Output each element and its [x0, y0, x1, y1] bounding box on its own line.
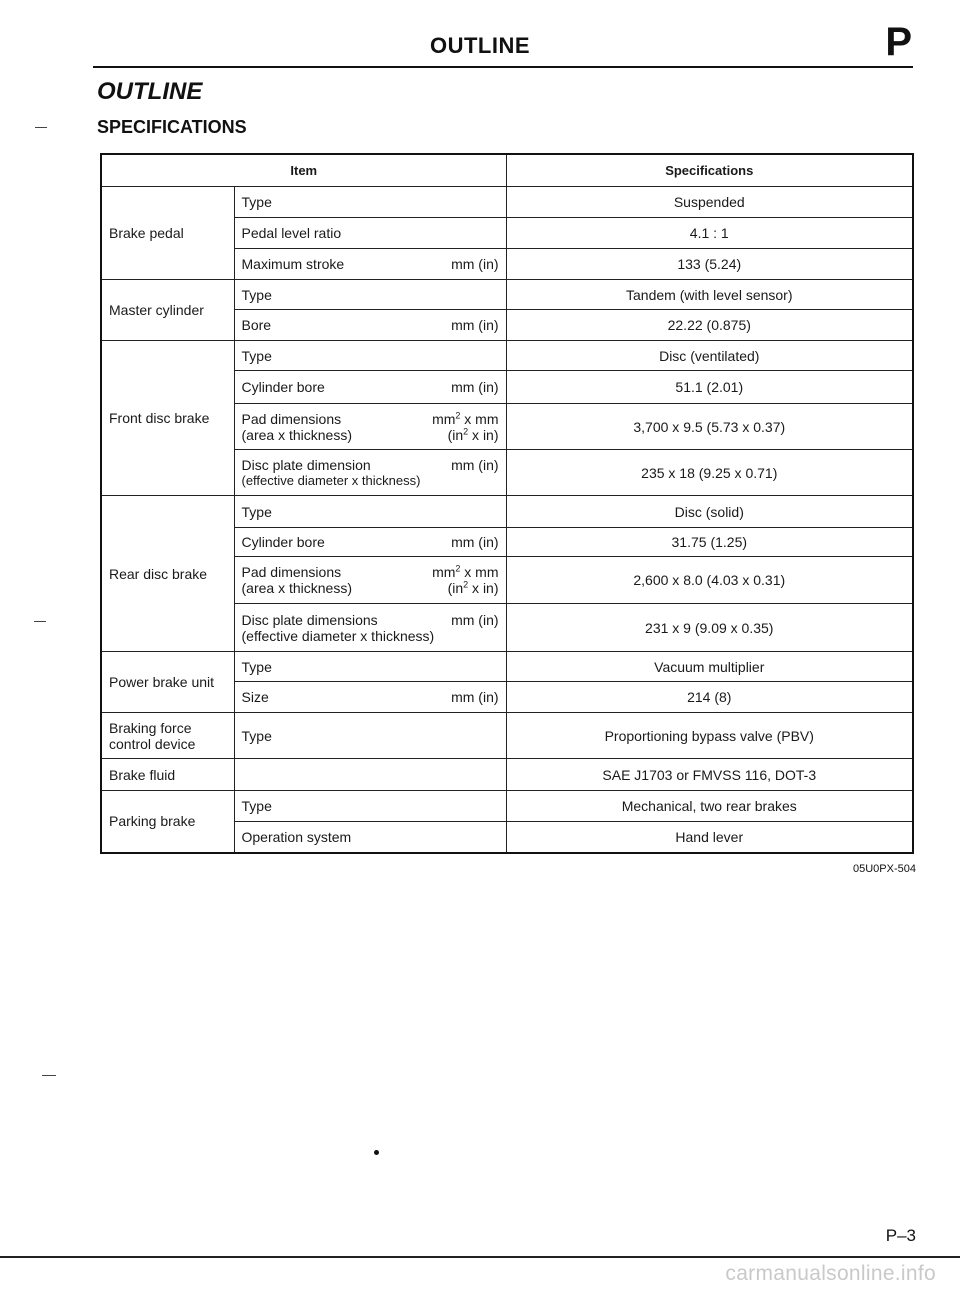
item-label: Cylinder bore [241, 534, 325, 550]
spec-value: 2,600 x 8.0 (4.03 x 0.31) [506, 557, 913, 604]
item-label: Pedal level ratio [241, 225, 342, 241]
item-cell [234, 187, 506, 218]
item-label: Type [241, 798, 272, 814]
table-row [101, 713, 913, 759]
item-cell [234, 682, 506, 713]
column-header-item: Item [101, 154, 506, 187]
item-unit: mm (in) [451, 456, 499, 473]
superscript: 2 [463, 425, 469, 436]
item-cell [234, 528, 506, 557]
item-sublabel: (area x thickness) [241, 580, 352, 596]
item-cell [234, 604, 506, 652]
section-letter: P [885, 20, 912, 64]
item-cell [234, 218, 506, 249]
item-unit: mm (in) [451, 379, 499, 395]
spec-value: 22.22 (0.875) [506, 310, 913, 341]
watermark-text: carmanualsonline.info [725, 1262, 936, 1285]
spec-value: 231 x 9 (9.09 x 0.35) [506, 604, 913, 652]
item-cell [234, 310, 506, 341]
running-header-title: OUTLINE [429, 33, 531, 58]
spec-value: Suspended [506, 187, 913, 218]
spec-value: 31.75 (1.25) [506, 528, 913, 557]
spec-value: Proportioning bypass valve (PBV) [506, 713, 913, 759]
superscript: 2 [463, 579, 469, 590]
item-unit: mm (in) [451, 534, 499, 550]
group-label: Power brake unit [101, 652, 234, 713]
item-label: Type [241, 347, 272, 364]
margin-mark [42, 1075, 56, 1076]
superscript: 2 [455, 563, 461, 574]
table-row [101, 759, 913, 791]
item-unit: mm (in) [451, 256, 499, 272]
item-unit: mm (in) [451, 611, 499, 628]
margin-mark [34, 621, 46, 622]
item-unit: $mm^2$ x mm [432, 409, 499, 427]
item-label: Cylinder bore [241, 379, 325, 395]
item-cell [234, 652, 506, 682]
item-cell [234, 557, 506, 604]
item-unit: mm (in) [451, 689, 499, 705]
table-row [101, 280, 913, 310]
group-label: Braking force control device [101, 713, 234, 759]
item-cell [234, 249, 506, 280]
item-sublabel: (area x thickness) [241, 426, 352, 443]
item-label: Type [241, 503, 272, 520]
spec-value: Hand lever [506, 822, 913, 853]
reference-code: 05U0PX-504 [853, 863, 916, 875]
item-cell [234, 371, 506, 404]
margin-mark [35, 127, 47, 128]
table-row [101, 652, 913, 682]
footer-rule [0, 1256, 960, 1258]
item-unit: $mm^2$ x mm [432, 563, 499, 580]
item-cell [234, 791, 506, 822]
subsection-title: SPECIFICATIONS [97, 117, 247, 137]
item-label: Pad dimensions [241, 564, 342, 580]
page-number: P–3 [885, 1226, 916, 1245]
item-label: Operation system [241, 828, 352, 845]
item-sublabel: (effective diameter x thickness) [241, 472, 421, 488]
item-label: Size [241, 689, 269, 705]
item-cell [234, 280, 506, 310]
spec-value: SAE J1703 or FMVSS 116, DOT-3 [506, 759, 913, 791]
group-label: Brake fluid [101, 759, 234, 791]
header-rule [93, 66, 913, 68]
item-cell [234, 450, 506, 496]
table-header-row [101, 154, 913, 187]
item-label: Maximum stroke [241, 256, 345, 272]
section-title: OUTLINE [97, 78, 203, 105]
table-row [101, 791, 913, 822]
item-label: Pad dimensions [241, 410, 342, 427]
item-sublabel: (effective diameter x thickness) [241, 627, 435, 644]
item-cell [234, 713, 506, 759]
item-unit: ($in^2$ x in) [447, 579, 499, 596]
item-label: Type [241, 286, 272, 303]
spec-value: Mechanical, two rear brakes [506, 791, 913, 822]
stray-dot [374, 1150, 379, 1155]
item-label: Type [241, 727, 272, 744]
item-cell [234, 759, 506, 791]
spec-value: 3,700 x 9.5 (5.73 x 0.37) [506, 404, 913, 450]
spec-value: Disc (ventilated) [506, 341, 913, 371]
item-label: Type [241, 658, 272, 675]
spec-value: 51.1 (2.01) [506, 371, 913, 404]
group-label: Parking brake [101, 791, 234, 853]
specifications-table [100, 153, 914, 854]
group-label: Master cylinder [101, 280, 234, 341]
table-row [101, 496, 913, 528]
item-unit: mm (in) [451, 317, 499, 333]
item-cell [234, 341, 506, 371]
item-label: Disc plate dimensions [241, 611, 378, 628]
spec-value: 4.1 : 1 [506, 218, 913, 249]
group-label: Brake pedal [101, 187, 234, 280]
spec-value: 214 (8) [506, 682, 913, 713]
spec-value: Disc (solid) [506, 496, 913, 528]
column-header-specifications: Specifications [506, 154, 913, 187]
superscript: 2 [455, 409, 461, 420]
item-label: Disc plate dimension [241, 456, 371, 473]
item-cell [234, 822, 506, 853]
spec-value: 235 x 18 (9.25 x 0.71) [506, 450, 913, 496]
item-cell [234, 404, 506, 450]
item-unit: ($in^2$ x in) [447, 425, 499, 443]
item-label: Type [241, 194, 272, 210]
table-row [101, 187, 913, 218]
item-label: Bore [241, 317, 272, 333]
group-label: Rear disc brake [101, 496, 234, 652]
item-cell [234, 496, 506, 528]
table-row [101, 341, 913, 371]
spec-value: Vacuum multiplier [506, 652, 913, 682]
group-label: Front disc brake [101, 341, 234, 496]
spec-value: Tandem (with level sensor) [506, 280, 913, 310]
spec-value: 133 (5.24) [506, 249, 913, 280]
